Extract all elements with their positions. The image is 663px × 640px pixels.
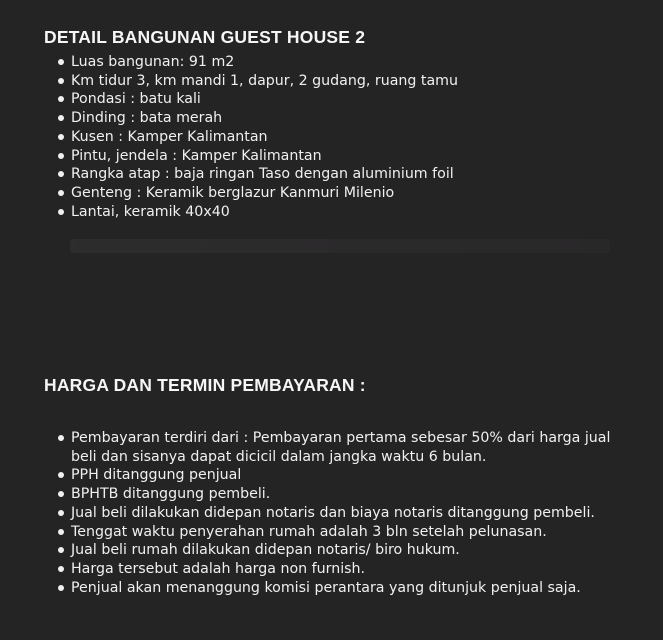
building-details-list <box>58 53 618 221</box>
list-item: Jual beli dilakukan didepan notaris dan biaya notaris ditanggung pembeli. <box>58 504 618 523</box>
list-item: Km tidur 3, km mandi 1, dapur, 2 gudang, ruang tamu <box>58 72 618 91</box>
list-item: Lantai, keramik 40x40 <box>58 203 618 222</box>
faded-text-artifact <box>70 239 610 253</box>
list-item: Genteng : Keramik berglazur Kanmuri Milenio <box>58 184 618 203</box>
list-item: PPH ditanggung penjual <box>58 466 618 485</box>
list-item: Penjual akan menanggung komisi perantara yang ditunjuk penjual saja. <box>58 579 618 598</box>
list-item: Pintu, jendela : Kamper Kalimantan <box>58 147 618 166</box>
list-item: BPHTB ditanggung pembeli. <box>58 485 618 504</box>
list-item: Dinding : bata merah <box>58 109 618 128</box>
building-details-heading: DETAIL BANGUNAN GUEST HOUSE 2 <box>44 27 366 47</box>
list-item: Pembayaran terdiri dari : Pembayaran pertama sebesar 50% dari harga jual beli dan sisanya dapat dicicil dalam jangka waktu 6 bulan. <box>58 429 618 466</box>
list-item: Tenggat waktu penyerahan rumah adalah 3 bln setelah pelunasan. <box>58 523 618 542</box>
list-item: Pondasi : batu kali <box>58 90 618 109</box>
list-item: Kusen : Kamper Kalimantan <box>58 128 618 147</box>
list-item: Rangka atap : baja ringan Taso dengan aluminium foil <box>58 165 618 184</box>
list-item: Jual beli rumah dilakukan didepan notaris/ biro hukum. <box>58 541 618 560</box>
list-item: Harga tersebut adalah harga non furnish. <box>58 560 618 579</box>
price-terms-heading: HARGA DAN TERMIN PEMBAYARAN : <box>44 375 366 395</box>
price-terms-list <box>58 429 618 597</box>
list-item: Luas bangunan: 91 m2 <box>58 53 618 72</box>
